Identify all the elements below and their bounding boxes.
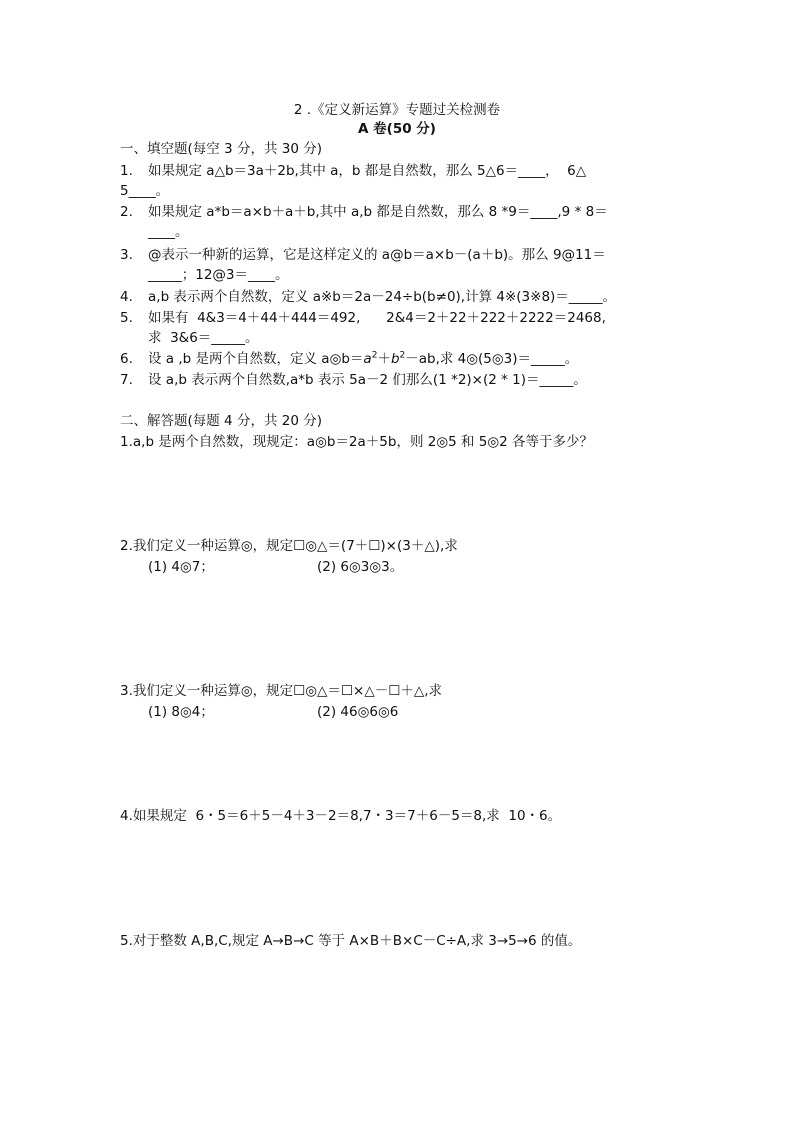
question-3-part-b: (2) 46◎6◎6 [317, 704, 399, 720]
question-3-part-a: (1) 8◎4； [148, 704, 214, 720]
question-1: 1.a,b 是两个自然数，现规定：a◎b＝2a＋5b，则 2◎5 和 5◎2 各等于多少？ [120, 434, 594, 450]
item-7-line1: 设 a,b 表示两个自然数,a*b 表示 5a－2 们那么(1 *2)×(2 * 1)＝_____。 [148, 372, 587, 388]
exponent: 2 [399, 350, 406, 361]
question-2-part-b: (2) 6◎3◎3。 [317, 559, 404, 575]
section2-heading: 二、解答题(每题 4 分，共 20 分) [120, 413, 322, 429]
item-number: 6. [120, 351, 133, 367]
item-3-line2: _____；12@3＝____。 [148, 267, 289, 283]
item-5-line1: 如果有 4&3＝4＋44＋444＝492, 2&4＝2＋22＋222＋2222＝2468, [148, 310, 606, 326]
var-b: b [390, 351, 400, 367]
item-4-line1: a,b 表示两个自然数，定义 a※b＝2a－24÷b(b≠0),计算 4※(3※8)＝_____。 [148, 289, 617, 305]
section1-heading: 一、填空题(每空 3 分，共 30 分) [120, 141, 322, 157]
item-6-post: －ab,求 4◎(5◎3)＝_____。 [405, 351, 579, 367]
item-6-line1: 设 a ,b 是两个自然数，定义 $a◎b=a^2+b^2-ab$,求 4◎(5◎3)＝_____。 [148, 350, 579, 367]
item-3-line1: @表示一种新的运算，它是这样定义的 a@b＝a×b－(a＋b)。那么 9@11＝ [148, 247, 606, 263]
item-2-line1: 如果规定 a*b＝a×b＋a＋b,其中 a,b 都是自然数，那么 8 *9＝____,9 * 8＝ [148, 204, 608, 220]
item-1-line1: 如果规定 a△b＝3a＋2b,其中 a，b 都是自然数，那么 5△6＝____， 6△ [148, 163, 587, 179]
question-4: 4.如果规定 6・5＝6＋5－4＋3－2＝8,7・3＝7＋6－5＝8,求 10・6。 [120, 808, 562, 824]
item-number: 1. [120, 163, 133, 179]
document-subtitle: A 卷(50 分) [358, 121, 436, 137]
item-2-line2: ____。 [148, 224, 189, 240]
item-6-pre: 设 a ,b 是两个自然数，定义 a◎b＝ [148, 351, 364, 367]
item-1-line2: 5____。 [120, 183, 170, 199]
document-title: 2 .《定义新运算》专题过关检测卷 [293, 102, 501, 118]
var-a: a [363, 351, 372, 367]
question-5: 5.对于整数 A,B,C,规定 A→B→C 等于 A×B＋B×C－C÷A,求 3→5→6 的值。 [120, 933, 582, 949]
item-number: 4. [120, 289, 133, 305]
exponent: 2 [371, 350, 378, 361]
item-number: 3. [120, 247, 133, 263]
question-2: 2.我们定义一种运算◎，规定☐◎△＝(7＋☐)×(3＋△),求 [120, 538, 458, 554]
item-number: 5. [120, 310, 133, 326]
item-number: 2. [120, 204, 133, 220]
question-2-part-a: (1) 4◎7； [148, 559, 214, 575]
item-5-line2: 求 3&6＝_____。 [148, 330, 259, 346]
item-number: 7. [120, 372, 133, 388]
question-3: 3.我们定义一种运算◎，规定☐◎△＝☐×△－☐＋△,求 [120, 683, 442, 699]
